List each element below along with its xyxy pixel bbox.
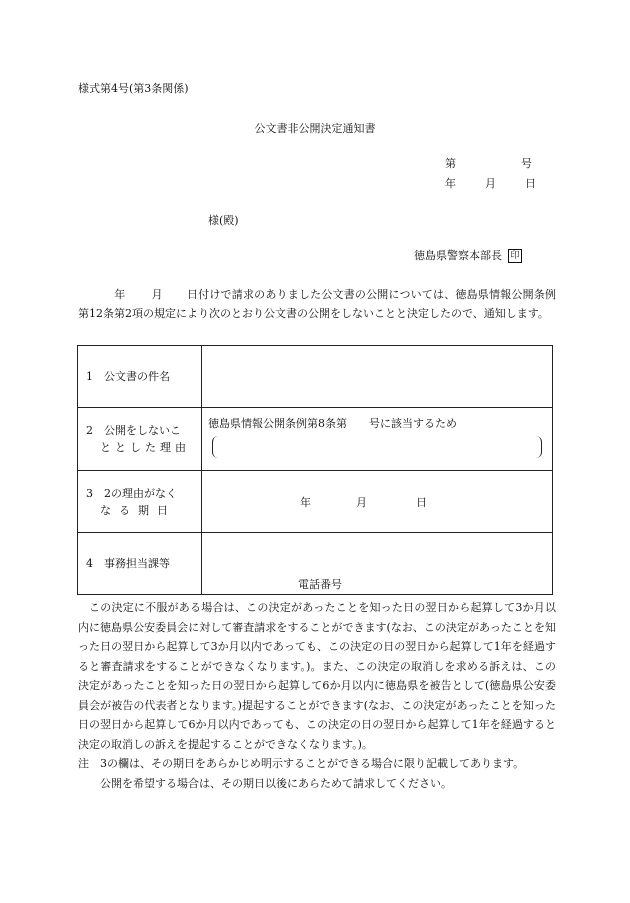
decision-table	[77, 345, 553, 595]
row2-label-line2: ととした理由	[100, 441, 190, 454]
sender-line	[414, 247, 522, 263]
footnote-main: この決定に不服がある場合は、この決定があったことを知った日の翌日から起算して3か月以内に徳島県公安委員会に対して審査請求をすることができます(なお、この決定があったことを知った日の翌日から起算して3か月以内であっても、この決定の日の翌日から起算して1年を経過すると審査請求をすることができなくなります。)。また、この決定の取消しを求める訴えは、この決定があったことを知った日の翌日から起算して6か月以内に徳島県を被告として(徳島県公安委員会が被告の代表者となります。)提起することができます(なお、この決定があったことを知った日の翌日から起算して6か月以内であっても、この決定の日の翌日から起算して1年を経過すると決定の取消しの訴えを提起することができなくなります。)。	[78, 601, 556, 751]
addressee: 様(殿)	[208, 214, 239, 227]
sender: 徳島県警察本部長	[414, 249, 502, 262]
note-line2: 公開を希望する場合は、その期日以後にあらためて請求してください。	[100, 776, 452, 790]
lead-paragraph	[78, 285, 556, 323]
row1-value	[202, 346, 553, 408]
row3-year: 年	[300, 495, 311, 509]
row2-label-line1: 2 公開をしないこ	[86, 424, 181, 437]
bracket-box	[212, 436, 542, 458]
seal-mark: 印	[508, 249, 522, 263]
row4-value-cell	[202, 533, 553, 595]
form-number: 様式第4号(第3条関係)	[78, 82, 189, 95]
row2-value-cell	[202, 408, 553, 471]
row3-label-line2: なる期日	[100, 503, 176, 517]
table-row	[78, 346, 553, 408]
row3-month: 月	[356, 495, 367, 509]
page-title: 公文書非公開決定通知書	[254, 122, 376, 135]
table-row	[78, 471, 553, 533]
row2-label	[78, 408, 202, 471]
doc-number-line	[445, 155, 532, 171]
issue-date-line	[445, 175, 536, 191]
date-day: 日	[525, 177, 536, 190]
lead-year: 年	[114, 288, 126, 301]
row1-label: 1 公文書の件名	[78, 346, 202, 408]
row3-day: 日	[416, 495, 427, 509]
doc-number-suffix: 号	[521, 157, 532, 170]
row4-label: 4 事務担当課等	[78, 533, 202, 595]
table-row	[78, 408, 553, 471]
lead-body: 日付けで請求のありました公文書の公開については、徳島県情報公開条例第12条第2項の規定により次のとおり公文書の公開をしないことと決定したので、通知します。	[78, 288, 556, 320]
date-month: 月	[485, 177, 496, 190]
row4-phone: 電話番号	[298, 578, 342, 591]
note-line1: 注 3の欄は、その期日をあらかじめ明示することができる場合に限り記載してあります。	[78, 757, 525, 770]
doc-number-prefix: 第	[445, 157, 456, 170]
footnote-block	[78, 598, 556, 793]
row3-value-cell	[202, 471, 553, 533]
lead-month: 月	[151, 288, 163, 301]
row3-label-line1: 3 2の理由がなく	[86, 486, 177, 500]
row2-value: 徳島県情報公開条例第8条第 号に該当するため	[208, 417, 457, 430]
row3-label	[78, 471, 202, 533]
table-row	[78, 533, 553, 595]
date-year: 年	[445, 177, 456, 190]
